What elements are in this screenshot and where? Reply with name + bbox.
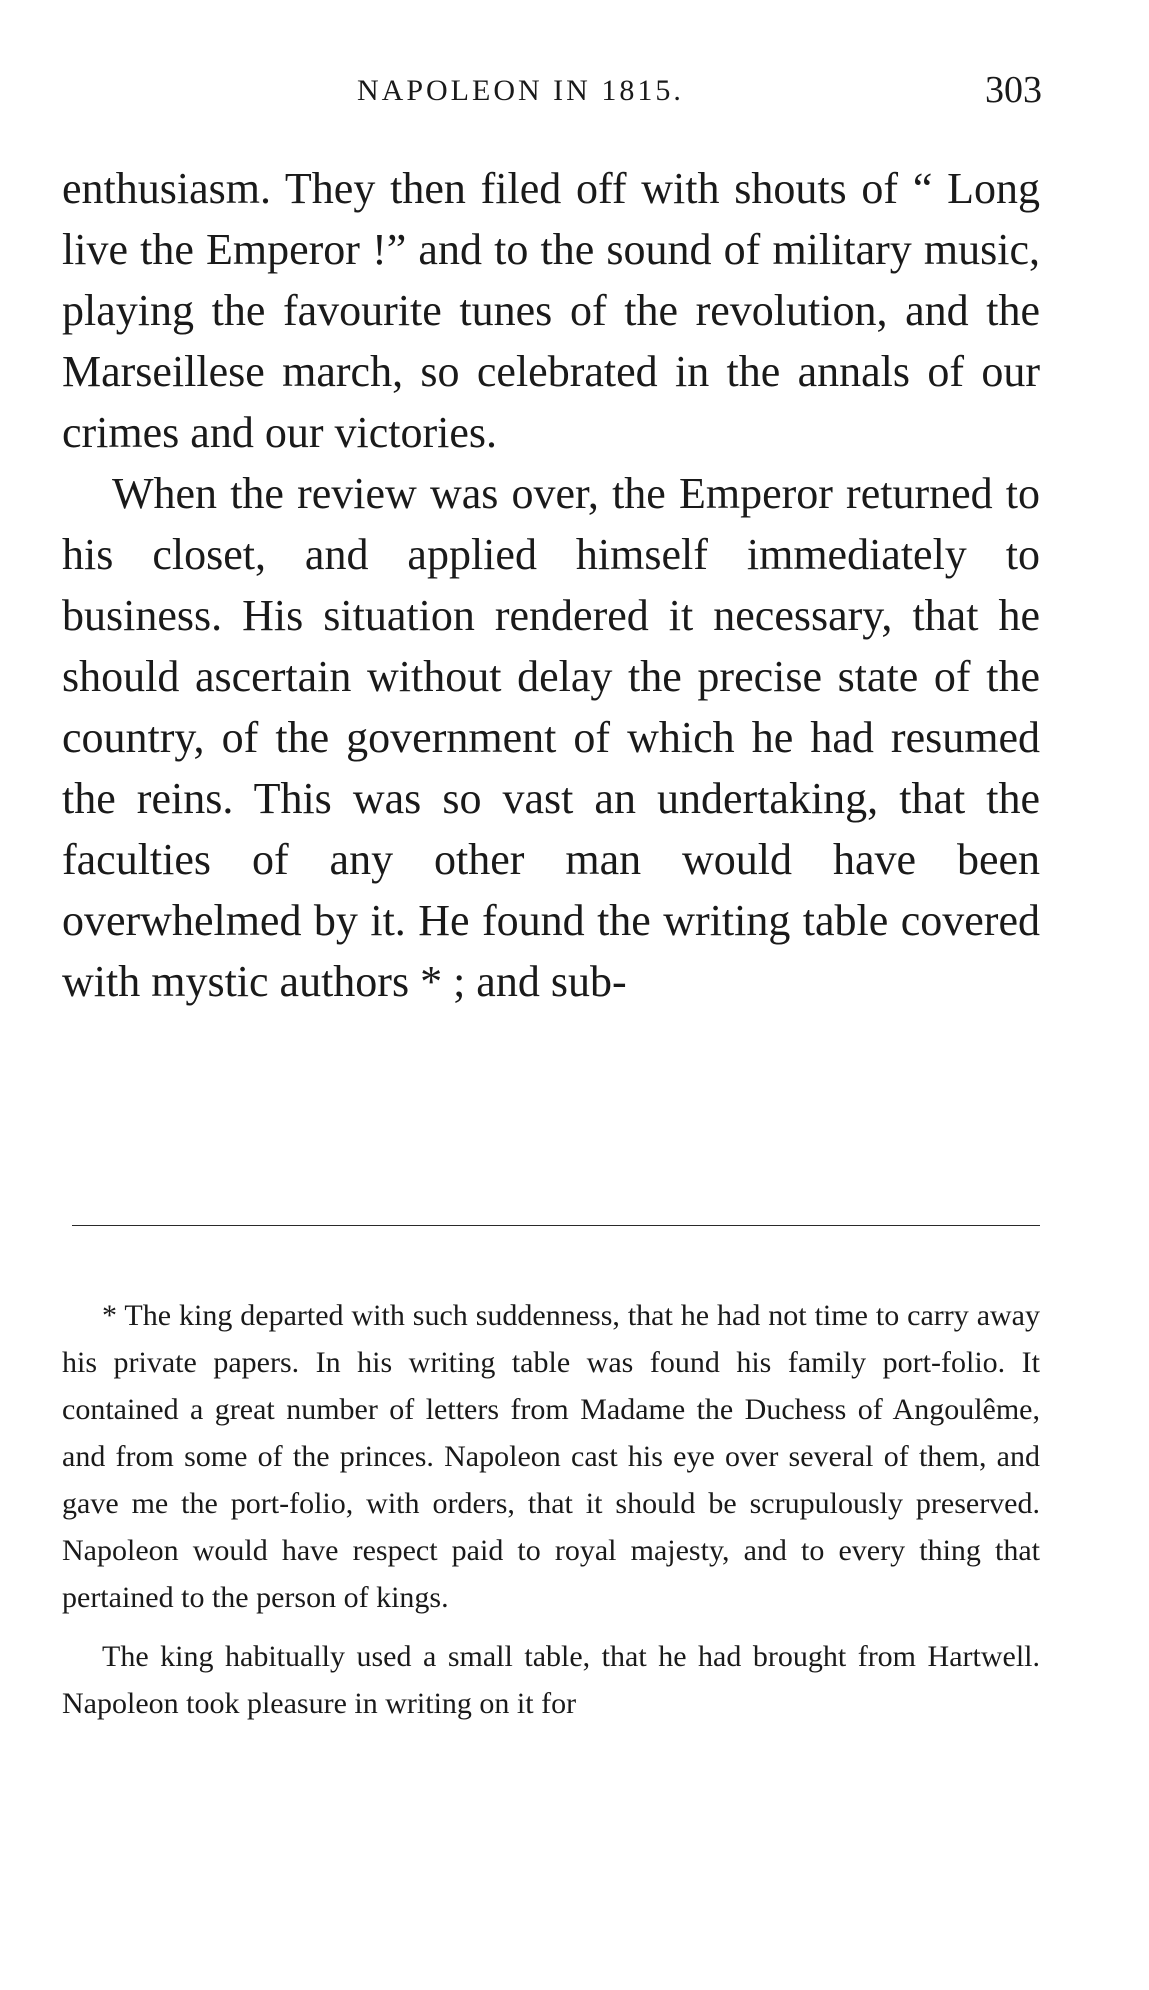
- paragraph-continued: enthusiasm. They then filed off with shouts of “ Long live the Emperor !” and to the sound of military music, playing the favourite tunes of the revolution, and the Marseillese march, so celebrated in the annals of our crimes and our victories.: [62, 164, 1040, 457]
- page-number: 303: [985, 69, 1042, 111]
- paragraph-review: When the review was over, the Emperor returned to his closet, and applied himself immediately to business. His situation rendered it necessary, that he should ascertain without delay the precise state of the country, of the government of which he had resumed the reins. This was so vast an undertaking, that the faculties of any other man would have been overwhelmed by it. He found the writing table covered with mystic authors * ; and sub-: [62, 469, 1040, 1006]
- footnotes: [62, 1292, 1040, 1727]
- running-header: [62, 68, 1042, 118]
- footnote-rule: [72, 1225, 1040, 1226]
- running-title: NAPOLEON IN 1815.: [357, 74, 684, 107]
- footnote-king-papers: * The king departed with such suddenness, that he had not time to carry away his private papers. In his writing table was found his family port-folio. It contained a great number of letters from Madame the Duchess of Angoulême, and from some of the princes. Napoleon cast his eye over several of them, and gave me the port-folio, with orders, that it should be scrupulously preserved. Napoleon would have respect paid to royal majesty, and to every thing that pertained to the person of kings.: [62, 1299, 1040, 1614]
- footnote-small-table: The king habitually used a small table, that he had brought from Hartwell. Napoleon took pleasure in writing on it for: [62, 1640, 1040, 1720]
- main-text: [62, 158, 1040, 1012]
